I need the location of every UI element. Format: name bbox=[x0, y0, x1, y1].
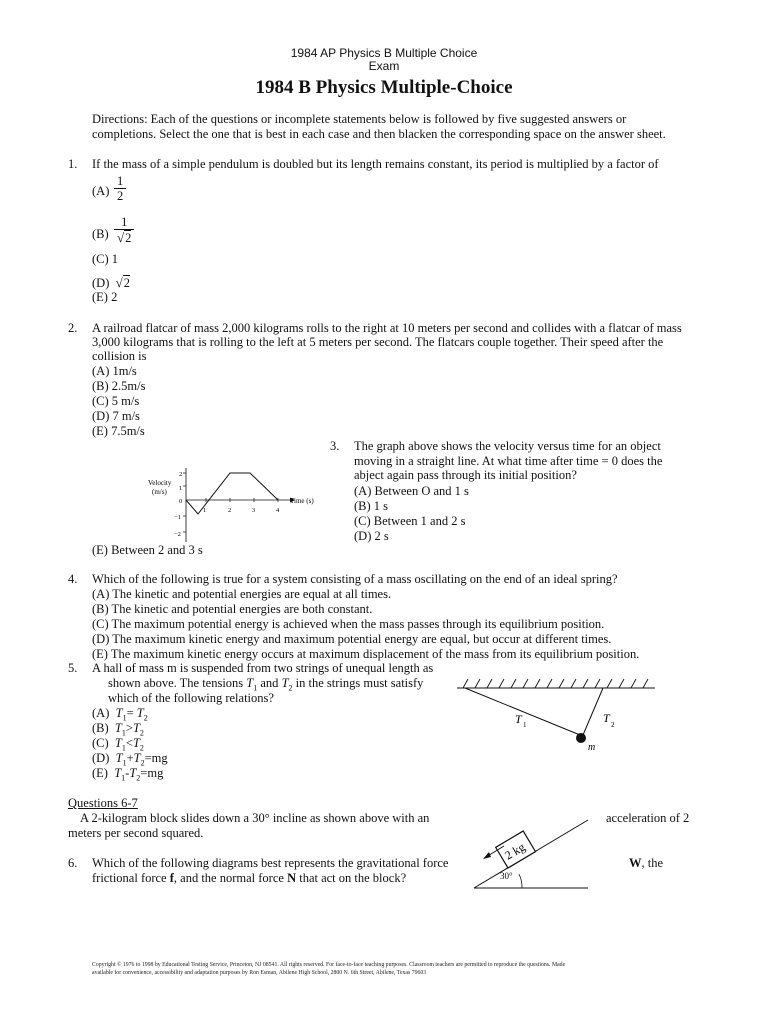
exam-header-line2: Exam bbox=[368, 59, 400, 73]
q1-stem: If the mass of a simple pendulum is doubled but its length remains constant, its period is multiplied by a factor of bbox=[92, 157, 659, 171]
label-t2-sub: 2 bbox=[611, 721, 615, 729]
q4-option-b: (B) The kinetic and potential energies are both constant. bbox=[92, 602, 373, 616]
graph-ytick: −2 bbox=[174, 531, 181, 538]
q5-option-c: (C) $T_1<T_2$ bbox=[92, 736, 144, 753]
svg-text:2 kg: 2 kg bbox=[502, 839, 528, 863]
directions-line2: completions. Select the one that is best in each case and then blacken the corresponding space on the answer sheet. bbox=[92, 127, 666, 141]
q2-option-a: (A) 1m/s bbox=[92, 364, 137, 378]
q3-option-d: (D) 2 s bbox=[354, 529, 389, 543]
graph-ytick: 0 bbox=[179, 498, 183, 505]
q6-line2: frictional force f, and the normal force N that act on the block? bbox=[92, 871, 407, 885]
label-t1-sub: 1 bbox=[523, 721, 527, 729]
q1-option-a: (A) bbox=[92, 184, 110, 198]
q1-option-b: (B) bbox=[92, 227, 109, 241]
label-t1: T bbox=[515, 712, 522, 726]
q2-number: 2. bbox=[68, 321, 78, 335]
q67-line2: meters per second squared. bbox=[68, 826, 204, 840]
label-mass: m bbox=[588, 742, 596, 753]
q2-option-e: (E) 7.5m/s bbox=[92, 424, 145, 438]
q2-option-b: (B) 2.5m/s bbox=[92, 379, 146, 393]
q3-option-e: (E) Between 2 and 3 s bbox=[92, 543, 203, 557]
q5-option-a: (A) $T_1= T_2$ bbox=[92, 706, 148, 723]
q6-line1-continued: W, the bbox=[629, 856, 664, 870]
sliding-block bbox=[496, 831, 536, 868]
q3-line1: The graph above shows the velocity versus time for an object bbox=[354, 439, 661, 453]
q5-line3: which of the following relations? bbox=[108, 691, 274, 705]
ceiling-hatching bbox=[463, 679, 648, 688]
q4-option-a: (A) The kinetic and potential energies are equal at all times. bbox=[92, 587, 392, 601]
angle-label: 30° bbox=[500, 871, 513, 881]
graph-ytick: 1 bbox=[179, 485, 183, 492]
q4-option-d: (D) The maximum kinetic energy and maximum potential energy are equal, but occur at different times. bbox=[92, 632, 612, 646]
q1-number: 1. bbox=[68, 157, 78, 171]
graph-xtick: 3 bbox=[252, 507, 256, 514]
q2-line2: 3,000 kilograms that is rolling to the left at 5 meters per second. The flatcars couple together. Their speed after the bbox=[92, 335, 664, 349]
velocity-time-graph bbox=[140, 462, 330, 547]
graph-xtick: 2 bbox=[228, 507, 232, 514]
incline-block-diagram bbox=[470, 808, 600, 892]
q4-option-e: (E) The maximum kinetic energy occurs at maximum displacement of the mass from its equilibrium position. bbox=[92, 647, 640, 661]
q3-line3: abject again pass through its initial position? bbox=[354, 468, 577, 482]
q6-line1: Which of the following diagrams best represents the gravitational force bbox=[92, 856, 449, 870]
questions-6-7-heading: Questions 6-7 bbox=[68, 796, 138, 810]
directions-line1: Directions: Each of the questions or incomplete statements below is followed by five suggested answers or bbox=[92, 112, 627, 126]
q5-line1: A hall of mass m is suspended from two strings of unequal length as bbox=[92, 661, 434, 675]
q1-option-d: (D) √2 bbox=[92, 275, 130, 290]
hanging-ball bbox=[576, 733, 586, 743]
q4-number: 4. bbox=[68, 572, 78, 586]
q5-option-b: (B) $T_1>T_2$ bbox=[92, 721, 144, 738]
angle-arc bbox=[519, 874, 522, 888]
velocity-curve bbox=[186, 473, 278, 514]
string-t2 bbox=[583, 688, 603, 735]
graph-ylabel-2: (m/s) bbox=[152, 488, 167, 496]
q1-option-c: (C) 1 bbox=[92, 252, 119, 266]
q3-option-c: (C) Between 1 and 2 s bbox=[354, 514, 466, 528]
q4-option-c: (C) The maximum potential energy is achieved when the mass passes through its equilibrium position. bbox=[92, 617, 605, 631]
q3-number: 3. bbox=[330, 439, 340, 453]
copyright-footer-line2: available for convenience, accessibility and adaptation purposes by Ron Esman, Abilene High School, 2800 N. 6th Street, Abilene, Texas 79603 bbox=[92, 970, 427, 976]
graph-xtick: 1 bbox=[203, 507, 207, 514]
q5-line2: shown above. The tensions $T_1$ and $T_2$ in the strings must satisfy bbox=[108, 676, 424, 693]
graph-xlabel: Time (s) bbox=[290, 497, 314, 505]
graph-ylabel-1: Velocity bbox=[148, 479, 172, 487]
label-t2: T bbox=[603, 711, 610, 725]
q2-option-c: (C) 5 m/s bbox=[92, 394, 140, 408]
q5-option-d: (D) $T_1+T_2=mg$ bbox=[92, 751, 168, 768]
q6-number: 6. bbox=[68, 856, 78, 870]
q4-stem: Which of the following is true for a system consisting of a mass oscillating on the end of an ideal spring? bbox=[92, 572, 618, 586]
graph-xtick: 4 bbox=[276, 507, 280, 514]
graph-ytick: −1 bbox=[174, 514, 181, 521]
q1-option-a-fraction: $\frac{1}{2}$ bbox=[114, 174, 126, 203]
q2-line3: collision is bbox=[92, 349, 147, 363]
q5-number: 5. bbox=[68, 661, 78, 675]
q67-line1-continued: acceleration of 2 bbox=[606, 811, 690, 825]
page-title: 1984 B Physics Multiple-Choice bbox=[255, 77, 513, 98]
q3-option-b: (B) 1 s bbox=[354, 499, 389, 513]
q1-option-b-fraction: $\frac{1}{√2}$ bbox=[114, 215, 134, 245]
q2-line1: A railroad flatcar of mass 2,000 kilograms rolls to the right at 10 meters per second and collides with a flatcar of mass bbox=[92, 321, 682, 335]
graph-ytick: 2 bbox=[179, 471, 183, 478]
acceleration-arrowhead bbox=[483, 852, 491, 859]
q5-option-e: (E) $T_1-T_2=mg$ bbox=[92, 766, 164, 783]
q1-option-e: (E) 2 bbox=[92, 290, 118, 304]
copyright-footer-line1: Copyright © 1976 to 1998 by Educational Testing Service, Princeton, NJ 08541. All rights reserved. For face-to-face teaching purposes. Classroom teachers are permitted to reproduce the questions. Made bbox=[92, 962, 566, 968]
q67-line1: A 2-kilogram block slides down a 30° incline as shown above with an bbox=[80, 811, 430, 825]
q3-line2: moving in a straight line. At what time after time = 0 does the bbox=[354, 454, 663, 468]
q2-option-d: (D) 7 m/s bbox=[92, 409, 140, 423]
two-string-pendulum-diagram bbox=[455, 676, 665, 756]
exam-header-line1: 1984 AP Physics B Multiple Choice bbox=[290, 46, 478, 60]
q3-option-a: (A) Between O and 1 s bbox=[354, 484, 469, 498]
